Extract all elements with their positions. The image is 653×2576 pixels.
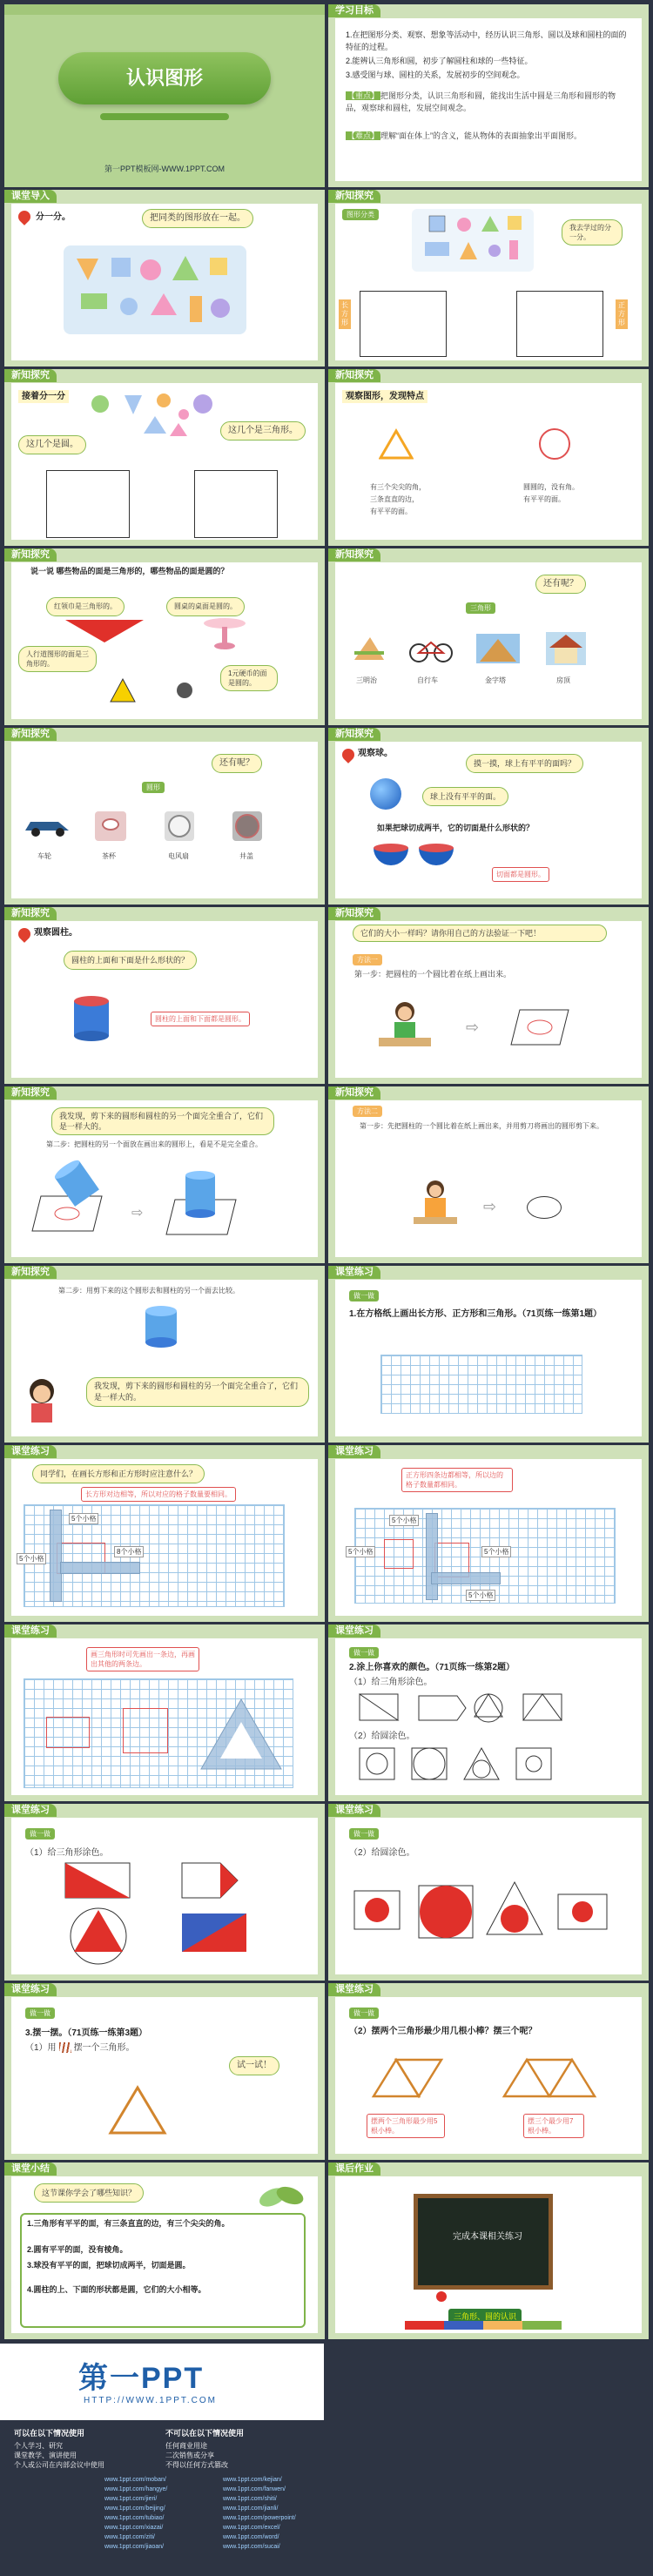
footer-col2-1: 任何商业用途 — [165, 2442, 207, 2450]
crosswalk-sign-icon — [109, 677, 137, 703]
ball-icon — [370, 778, 401, 810]
more-bubble: 还有呢？ — [535, 575, 586, 594]
circles-bubble: 这几个是圆。 — [18, 435, 86, 454]
slide-cylinder[interactable] — [4, 907, 325, 1084]
footer-link[interactable]: www.1ppt.com/ziti/ — [104, 2534, 155, 2540]
method-1-tag: 方法一 — [353, 954, 382, 965]
item-fan: 电风扇 — [168, 852, 189, 860]
circle-bin — [46, 470, 130, 538]
half-ball-icon — [370, 843, 457, 878]
practice-tag: 做一做 — [25, 1828, 55, 1840]
practice-tag: 做一做 — [25, 2008, 55, 2019]
triangle-bin — [194, 470, 278, 538]
square-label: 正方形 — [616, 299, 628, 329]
footer-link[interactable]: www.1ppt.com/jiaoan/ — [104, 2544, 165, 2550]
colored-triangles-icon — [64, 1861, 273, 1974]
ruler-v-icon — [426, 1513, 438, 1600]
say-bubble-2: 圆桌的桌面是圆的。 — [166, 597, 245, 616]
pyramid-icon — [476, 634, 520, 663]
observe-title: 观察图形，发现特点 — [342, 390, 427, 403]
item-wheel: 车轮 — [37, 852, 51, 860]
intro-title: 分一分。 — [36, 212, 71, 222]
square-label-4: 5个小格 — [466, 1590, 495, 1601]
slide-compare[interactable] — [4, 1266, 325, 1443]
compare-bubble: 我发现，剪下来的圆形和圆柱的另一个面完全重合了，它们是一样大的。 — [86, 1377, 309, 1407]
slide-homework[interactable] — [328, 2162, 649, 2339]
footer-logo: 第一PPT — [78, 2362, 205, 2395]
slide-sort-more[interactable] — [4, 369, 325, 546]
answer-two: 摆两个三角形最少用5根小棒。 — [367, 2114, 445, 2138]
difficulty-label: 【难点】 — [347, 131, 380, 140]
square-tip-header: 课堂练习 — [328, 1445, 380, 1458]
footer-link[interactable]: www.1ppt.com/kejian/ — [223, 2477, 282, 2483]
color-tri-q: （1）给三角形涂色。 — [25, 1848, 109, 1858]
footer-col2-3: 不得以任何方式篡改 — [165, 2461, 228, 2469]
classify-header: 新知探究 — [328, 190, 380, 203]
circle-icon — [537, 427, 572, 461]
sticks2-title: （2）摆两个三角形最少用几根小棒？摆三个呢？ — [349, 2027, 537, 2036]
method-2-tag: 方法二 — [353, 1106, 382, 1117]
square-label-1: 5个小格 — [389, 1515, 419, 1526]
grid-rect — [46, 1717, 90, 1748]
ball-bubble-2: 球上没有平平的面。 — [422, 787, 508, 806]
slide-observe[interactable] — [328, 369, 649, 546]
sandwich-icon — [353, 636, 386, 662]
tri-feature-2: 三条直直的边， — [370, 495, 419, 503]
slide-summary[interactable] — [4, 2162, 325, 2339]
intro-bubble: 把同类的图形放在一起。 — [142, 209, 253, 228]
goals-header: 学习目标 — [328, 4, 380, 17]
house-roof-icon — [546, 632, 586, 665]
answer-three: 摆三个最少用7根小棒。 — [523, 2114, 584, 2138]
ball-title: 观察球。 — [358, 749, 393, 758]
item-manhole: 井盖 — [239, 852, 253, 860]
drawn-square — [384, 1539, 414, 1569]
sort-header: 新知探究 — [4, 369, 57, 382]
classify-bubble: 我去学过的分一分。 — [562, 219, 623, 245]
slide-square-tip[interactable] — [328, 1445, 649, 1622]
goals-slide[interactable] — [328, 4, 649, 187]
red-scarf-icon — [65, 618, 144, 644]
sticks2-header: 课堂练习 — [328, 1983, 380, 1996]
homework-tag: 三角形、圆的认识 — [448, 2309, 522, 2324]
rect-tip-header: 课堂练习 — [4, 1445, 57, 1458]
classify-tag: 图形分类 — [342, 209, 379, 220]
method-1-step: 第一步：把圆柱的一个圆比着在纸上画出来。 — [354, 970, 512, 979]
difficulty-text: 理解“面在体上”的含义，能从物体的表面抽象出平面图形。 — [380, 131, 582, 140]
girl-character-icon — [20, 1375, 64, 1428]
blank-grid — [380, 1355, 582, 1414]
ball-header: 新知探究 — [328, 728, 380, 741]
footer-link[interactable]: www.1ppt.com/jianli/ — [223, 2505, 279, 2512]
ruler-v-icon — [50, 1510, 62, 1602]
slide-grid-draw[interactable] — [328, 1266, 649, 1443]
slide-ball[interactable] — [328, 728, 649, 905]
sticks-q-prefix: （1）用 — [25, 2043, 57, 2053]
method-2-step: 第一步：先把圆柱的一个圆比着在纸上画出来，并用剪刀将画出的圆形剪下来。 — [360, 1122, 603, 1130]
slide-overlap[interactable] — [4, 1086, 325, 1263]
slide-triangle-items[interactable] — [328, 548, 649, 725]
tri-feature-1: 有三个尖尖的角， — [370, 483, 426, 491]
ball-bubble-1: 摸一摸，球上有平平的面吗？ — [466, 754, 583, 773]
footer-link[interactable]: www.1ppt.com/shiti/ — [223, 2496, 277, 2502]
try-bubble: 试一试！ — [229, 2056, 279, 2075]
arrow-icon: ⇨ — [466, 1019, 480, 1036]
footer-col2-title: 不可以在以下情况使用 — [165, 2429, 245, 2438]
cylinder-bubble: 圆柱的上面和下面是什么形状的？ — [64, 951, 197, 970]
cylinder-header: 新知探究 — [4, 907, 57, 920]
shape-set-icon — [412, 209, 534, 272]
slide-triangle-tip[interactable] — [4, 1624, 325, 1801]
triangle-tip-note: 画三角形时可先画出一条边，再画出其他的两条边。 — [86, 1647, 199, 1671]
practice-tag: 做一做 — [349, 1290, 379, 1301]
color-circle-q: （2）给圆涂色。 — [349, 1848, 415, 1858]
stick-triangle-icon — [107, 2084, 168, 2136]
key-point-box — [346, 88, 629, 173]
pin-icon — [16, 925, 33, 943]
child-cutting-icon — [414, 1179, 457, 1231]
footer-link[interactable]: www.1ppt.com/jieri/ — [104, 2496, 158, 2502]
pin-icon — [340, 746, 357, 763]
practice-tag: 做一做 — [349, 1828, 379, 1840]
summary-1: 1.三角形有平平的面，有三条直直的边，有三个尖尖的角。 — [27, 2219, 230, 2228]
homework-text: 完成本课相关练习 — [453, 2232, 522, 2242]
say-bubble-3: 人行道图形的面是三角形的。 — [18, 646, 97, 672]
mixed-shapes-icon — [64, 245, 246, 334]
apple-icon — [436, 2291, 447, 2302]
square-tip-note: 正方形四条边都相等，所以边的格子数量都相同。 — [401, 1468, 513, 1492]
fan-icon — [165, 811, 194, 841]
color-tri-header: 课堂练习 — [4, 1804, 57, 1817]
sticks-question — [25, 2042, 135, 2055]
rect-tip-note: 长方形对边相等，所以对应的格子数量要相同。 — [81, 1487, 236, 1502]
overlap-step: 第二步：把圆柱的另一个面放在画出来的圆形上，看是不是完全重合。 — [46, 1140, 262, 1148]
rect-label: 长方形 — [339, 299, 351, 329]
footer-col1-1: 个人学习、研究 — [14, 2442, 63, 2450]
outline-shapes-icon — [358, 1689, 619, 1727]
triangle-icon — [379, 428, 414, 460]
triangle-tag: 三角形 — [466, 602, 495, 614]
cut-circle-icon — [527, 1196, 562, 1219]
item-roof: 房顶 — [556, 676, 570, 684]
triangles-bubble: 这几个是三角形。 — [220, 421, 306, 441]
cover-site: 第一PPT模板网-WWW.1PPT.COM — [104, 165, 225, 173]
rect-bin — [360, 291, 447, 357]
slide-sticks[interactable] — [4, 1983, 325, 2160]
more-bubble-2: 还有呢？ — [212, 754, 262, 773]
set-square-icon — [198, 1696, 285, 1774]
intro-header: 课堂导入 — [4, 190, 57, 203]
ball-question: 如果把球切成两半，它的切面是什么形状的？ — [377, 824, 535, 832]
circle-feature-2: 有平平的面。 — [523, 495, 565, 503]
compare-step: 第二步：用剪下来的这个圆形去和圆柱的另一个面去比较。 — [58, 1287, 239, 1295]
compare-header: 新知探究 — [4, 1266, 57, 1279]
cylinder-answer: 圆柱的上面和下面都是圆形。 — [151, 1012, 250, 1026]
key-text: 把图形分类，认识三角形和圆，能找出生活中圆是三角形和圆形的物品，观察球和圆柱，发展空间观念。 — [346, 91, 616, 112]
colored-circles-icon — [353, 1873, 614, 1961]
say-header: 新知探究 — [4, 548, 57, 562]
item-bicycle: 自行车 — [417, 676, 438, 684]
leaf-decoration-icon — [255, 2178, 307, 2213]
footer-link[interactable]: www.1ppt.com/moban/ — [104, 2477, 166, 2483]
slide-say[interactable] — [4, 548, 325, 725]
method-2-header: 新知探究 — [328, 1086, 380, 1100]
grid-label-right: 8个小格 — [114, 1546, 144, 1557]
footer-url: HTTP://WWW.1PPT.COM — [84, 2396, 217, 2405]
color-circle-header: 课堂练习 — [328, 1804, 380, 1817]
summary-3: 3.球没有平平的面，把球切成两半，切面是圆。 — [27, 2261, 191, 2270]
sticks-header: 课堂练习 — [4, 1983, 57, 1996]
circle-feature-1: 圆圆的，没有角。 — [523, 483, 579, 491]
summary-2: 2.圆有平平的面，没有棱角。 — [27, 2245, 128, 2254]
ruler-h-icon — [431, 1572, 501, 1584]
two-triangles-icon — [370, 2056, 457, 2100]
overlap-header: 新知探究 — [4, 1086, 57, 1100]
footer-link[interactable]: www.1ppt.com/xiazai/ — [104, 2525, 164, 2531]
grid-label-left: 5个小格 — [17, 1553, 46, 1564]
footer — [0, 2344, 653, 2576]
footer-link[interactable]: www.1ppt.com/beijing/ — [104, 2505, 165, 2512]
tri-feature-3: 有平平的面。 — [370, 508, 412, 515]
footer-link[interactable]: www.1ppt.com/excel/ — [223, 2525, 280, 2531]
coin-icon — [177, 683, 192, 698]
ball-answer: 切面都是圆形。 — [492, 867, 549, 882]
say-bubble-1: 红领巾是三角形的。 — [46, 597, 125, 616]
observe-header: 新知探究 — [328, 369, 380, 382]
outline-circles-icon — [358, 1745, 619, 1783]
blackboard — [414, 2194, 553, 2290]
say-bubble-4: 1元硬币的面是圆的。 — [220, 665, 278, 691]
practice-tag: 做一做 — [349, 2008, 379, 2019]
slide-rect-tip[interactable] — [4, 1445, 325, 1622]
footer-link[interactable]: www.1ppt.com/word/ — [223, 2534, 279, 2540]
footer-link[interactable]: www.1ppt.com/powerpoint/ — [223, 2515, 296, 2521]
tri-items-header: 新知探究 — [328, 548, 380, 562]
cylinder-title: 观察圆柱。 — [34, 928, 77, 938]
color-header: 课堂练习 — [328, 1624, 380, 1638]
sticks-title: 3.摆一摆。（71页练一练第3题） — [25, 2028, 148, 2038]
pin-icon — [16, 208, 33, 225]
round-table-icon — [203, 616, 246, 651]
slide-classify[interactable] — [328, 190, 649, 367]
manhole-icon — [232, 811, 262, 841]
say-title: 说一说 哪些物品的面是三角形的，哪些物品的面是圆的？ — [30, 567, 229, 575]
square-label-2: 5个小格 — [346, 1546, 375, 1557]
overlap-diagram-icon — [27, 1156, 288, 1243]
cover-slide[interactable] — [4, 4, 325, 187]
stick-icon — [59, 2042, 71, 2053]
teacup-icon — [95, 811, 126, 841]
svg-text:⇨: ⇨ — [131, 1206, 144, 1221]
item-cup: 茶杯 — [102, 852, 116, 860]
bicycle-icon — [408, 637, 454, 663]
child-drawing-icon — [370, 999, 440, 1052]
books-icon — [405, 2321, 562, 2330]
color-q2: （2）给圆涂色。 — [349, 1732, 415, 1741]
triangle-tip-header: 课堂练习 — [4, 1624, 57, 1638]
grid-label-top: 5个小格 — [69, 1513, 98, 1524]
square-label-3: 5个小格 — [481, 1546, 511, 1557]
grid-square — [123, 1708, 168, 1753]
sort-title: 接着分一分 — [18, 390, 69, 403]
goal-1: 1.在把图形分类、观察、想象等活动中，经历认识三角形、圆以及球和圆柱的面的特征的过程。 — [346, 30, 627, 51]
item-sandwich: 三明治 — [356, 676, 377, 684]
circle-items-header: 新知探究 — [4, 728, 57, 741]
three-triangles-icon — [501, 2056, 614, 2100]
summary-4: 4.圆柱的上、下面的形状都是圆，它们的大小相等。 — [27, 2285, 206, 2294]
shapes-card — [64, 245, 246, 334]
color-q1: （1）给三角形涂色。 — [349, 1678, 433, 1687]
square-bin — [516, 291, 603, 357]
item-pyramid: 金字塔 — [485, 676, 506, 684]
goal-2: 2.能辨认三角形和圆，初步了解圆柱和球的一些特征。 — [346, 57, 533, 65]
circle-tag: 圆形 — [142, 782, 165, 793]
rect-tip-bubble: 同学们，在画长方形和正方形时应注意什么？ — [32, 1464, 205, 1483]
car-icon — [24, 815, 71, 837]
footer-col1-3: 个人或公司在内部会议中使用 — [14, 2461, 104, 2469]
method-1-header: 新知探究 — [328, 907, 380, 920]
cylinder-icon — [72, 994, 111, 1043]
footer-col1-2: 课堂教学、演讲使用 — [14, 2452, 77, 2459]
grid-draw-header: 课堂练习 — [328, 1266, 380, 1279]
footer-link[interactable]: www.1ppt.com/fanwen/ — [223, 2486, 286, 2492]
cylinder-icon — [142, 1304, 180, 1353]
summary-bubble: 这节课你学会了哪些知识？ — [34, 2183, 144, 2203]
slide-circle-items[interactable] — [4, 728, 325, 905]
slide-method-2[interactable] — [328, 1086, 649, 1263]
cover-title: 认识图形 — [125, 67, 203, 89]
slide-color-tri[interactable] — [4, 1804, 325, 1981]
footer-link[interactable]: www.1ppt.com/sucai/ — [223, 2544, 280, 2550]
slide-color-circle[interactable] — [328, 1804, 649, 1981]
footer-col1-title: 可以在以下情况使用 — [14, 2429, 85, 2438]
slide-sticks-2[interactable] — [328, 1983, 649, 2160]
slide-intro[interactable] — [4, 190, 325, 367]
overlap-bubble: 我发现，剪下来的圆形和圆柱的另一个面完全重合了，它们是一样大的。 — [51, 1107, 274, 1135]
color-title: 2.涂上你喜欢的颜色。（71页练一练第2题） — [349, 1663, 515, 1672]
footer-link[interactable]: www.1ppt.com/hangye/ — [104, 2486, 168, 2492]
goal-3: 3.感受图与球、圆柱的关系，发展初步的空间观念。 — [346, 71, 525, 79]
ruler-h-icon — [60, 1562, 140, 1574]
key-label: 【重点】 — [347, 91, 380, 100]
slide-method-1[interactable] — [328, 907, 649, 1084]
footer-col2-2: 二次销售或分享 — [165, 2452, 214, 2459]
practice-tag: 做一做 — [349, 1647, 379, 1658]
slide-color[interactable] — [328, 1624, 649, 1801]
verify-bubble: 它们的大小一样吗？请你用自己的方法验证一下吧！ — [353, 925, 607, 942]
cover-ribbon — [100, 113, 229, 120]
shapes-card — [412, 209, 534, 272]
grid-draw-title: 1.在方格纸上画出长方形、正方形和三角形。（71页练一练第1题） — [349, 1309, 603, 1319]
traced-circle-icon — [509, 1008, 570, 1046]
arrow-icon: ⇨ — [483, 1198, 497, 1215]
sticks-q-rest: 摆一个三角形。 — [73, 2043, 135, 2053]
summary-header: 课堂小结 — [4, 2162, 57, 2176]
homework-header: 课后作业 — [328, 2162, 380, 2176]
footer-link[interactable]: www.1ppt.com/tubiao/ — [104, 2515, 165, 2521]
